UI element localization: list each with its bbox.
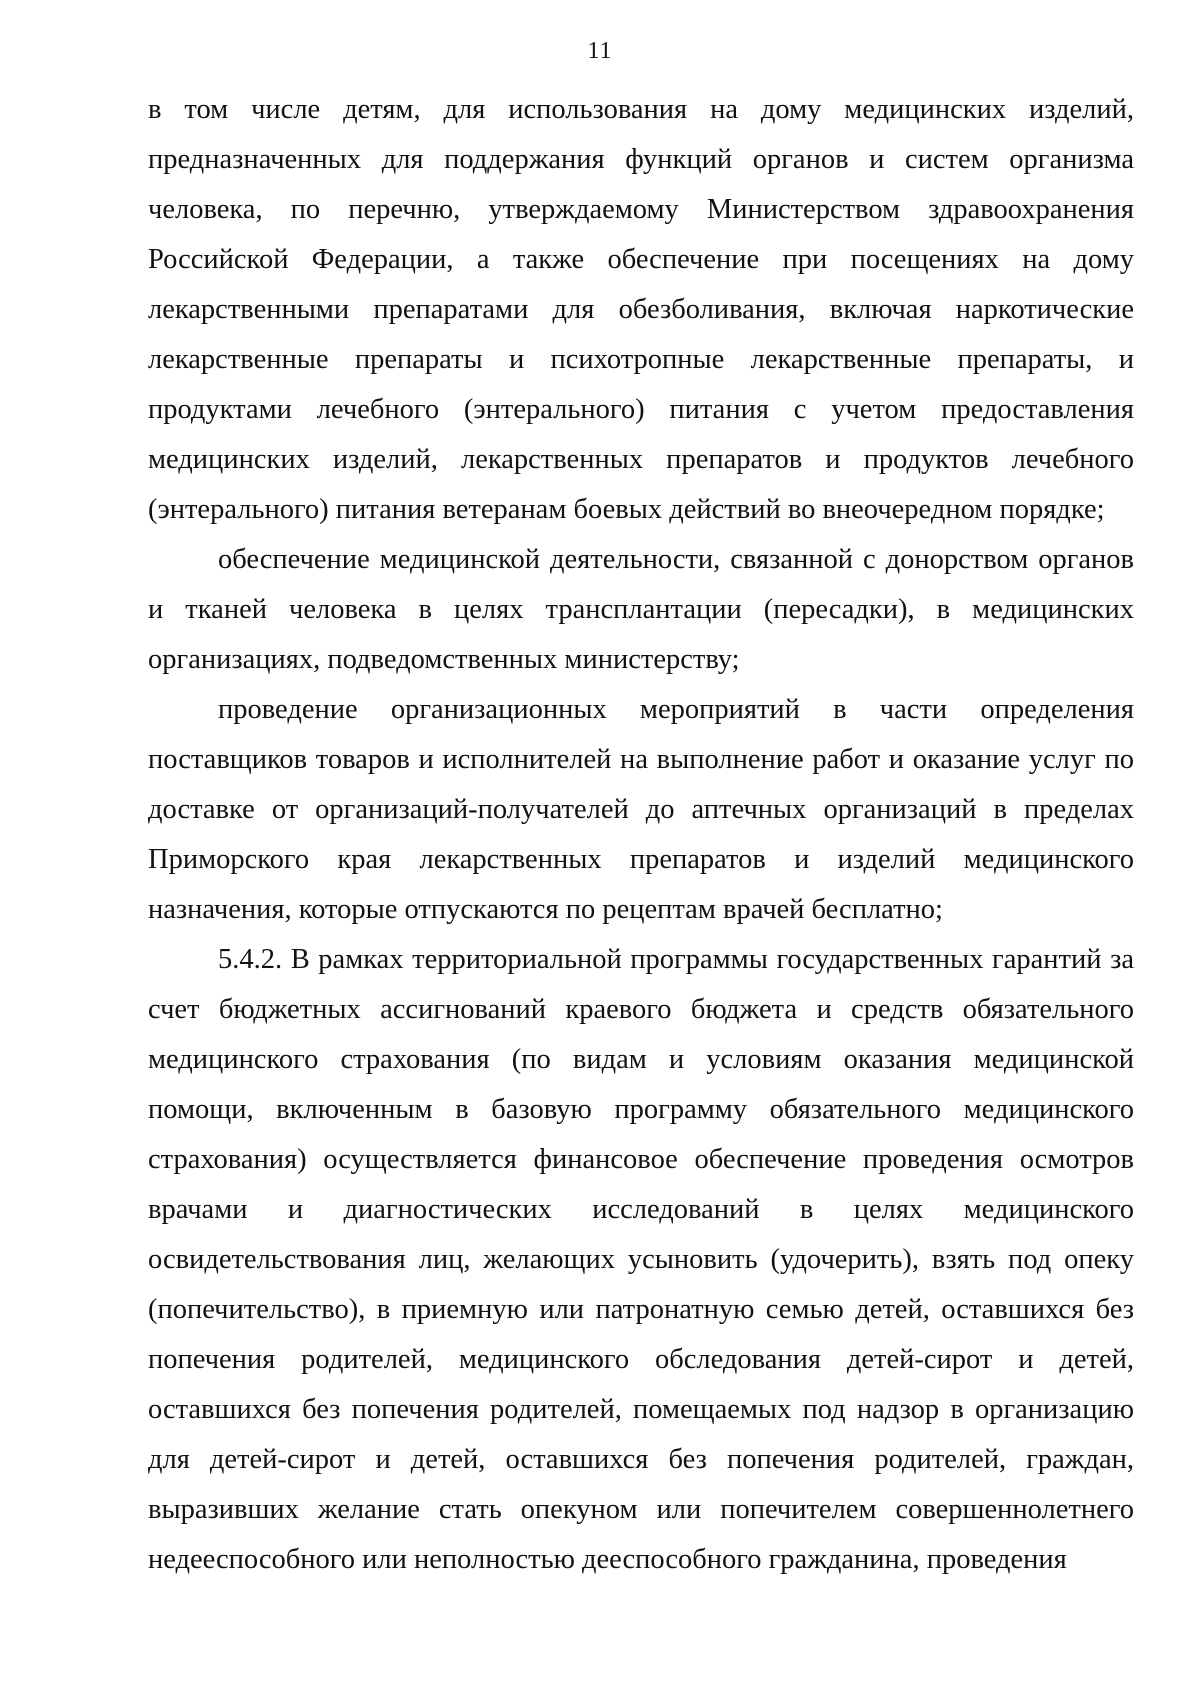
paragraph-suppliers: проведение организационных мероприятий в части определения поставщиков товаров и исполнителей на выполнение работ и оказание услуг по доставке от организаций-получателей до аптечных организаций в пределах Приморского края лекарственных препаратов и изделий медицинского назначения, которые отпускаются по рецептам врачей бесплатно;: [148, 694, 1134, 925]
page-number: 11: [587, 38, 613, 64]
paragraph-continuation: в том числе детям, для использования на дому медицинских изделий, предназначенных для поддержания функций органов и систем организма человека, по перечню, утверждаемому Министерством здравоохранения Российской Федерации, а также обеспечение при посещениях на дому лекарственными препаратами для обезболивания, включая наркотические лекарственные препараты и психотропные лекарственные препараты, и продуктами лечебного (энтерального) питания с учетом предоставления медицинских изделий, лекарственных препаратов и продуктов лечебного (энтерального) питания ветеранам боевых действий во внеочередном порядке;: [148, 94, 1134, 525]
document-body: [148, 85, 1134, 1585]
paragraph-5-4-2: 5.4.2. В рамках территориальной программы государственных гарантий за счет бюджетных ассигнований краевого бюджета и средств обязательного медицинского страхования (по видам и условиям оказания медицинской помощи, включенным в базовую программу обязательного медицинского страхования) осуществляется финансовое обеспечение проведения осмотров врачами и диагностических исследований в целях медицинского освидетельствования лиц, желающих усыновить (удочерить), взять под опеку (попечительство), в приемную или патронатную семью детей, оставшихся без попечения родителей, медицинского обследования детей-сирот и детей, оставшихся без попечения родителей, помещаемых под надзор в организацию для детей-сирот и детей, оставшихся без попечения родителей, граждан, выразивших желание стать опекуном или попечителем совершеннолетнего недееспособного или неполностью дееспособного гражданина, проведения: [148, 944, 1134, 1575]
paragraph-donor-organs: обеспечение медицинской деятельности, связанной с донорством органов и тканей человека в целях трансплантации (пересадки), в медицинских организациях, подведомственных министерству;: [148, 544, 1134, 675]
